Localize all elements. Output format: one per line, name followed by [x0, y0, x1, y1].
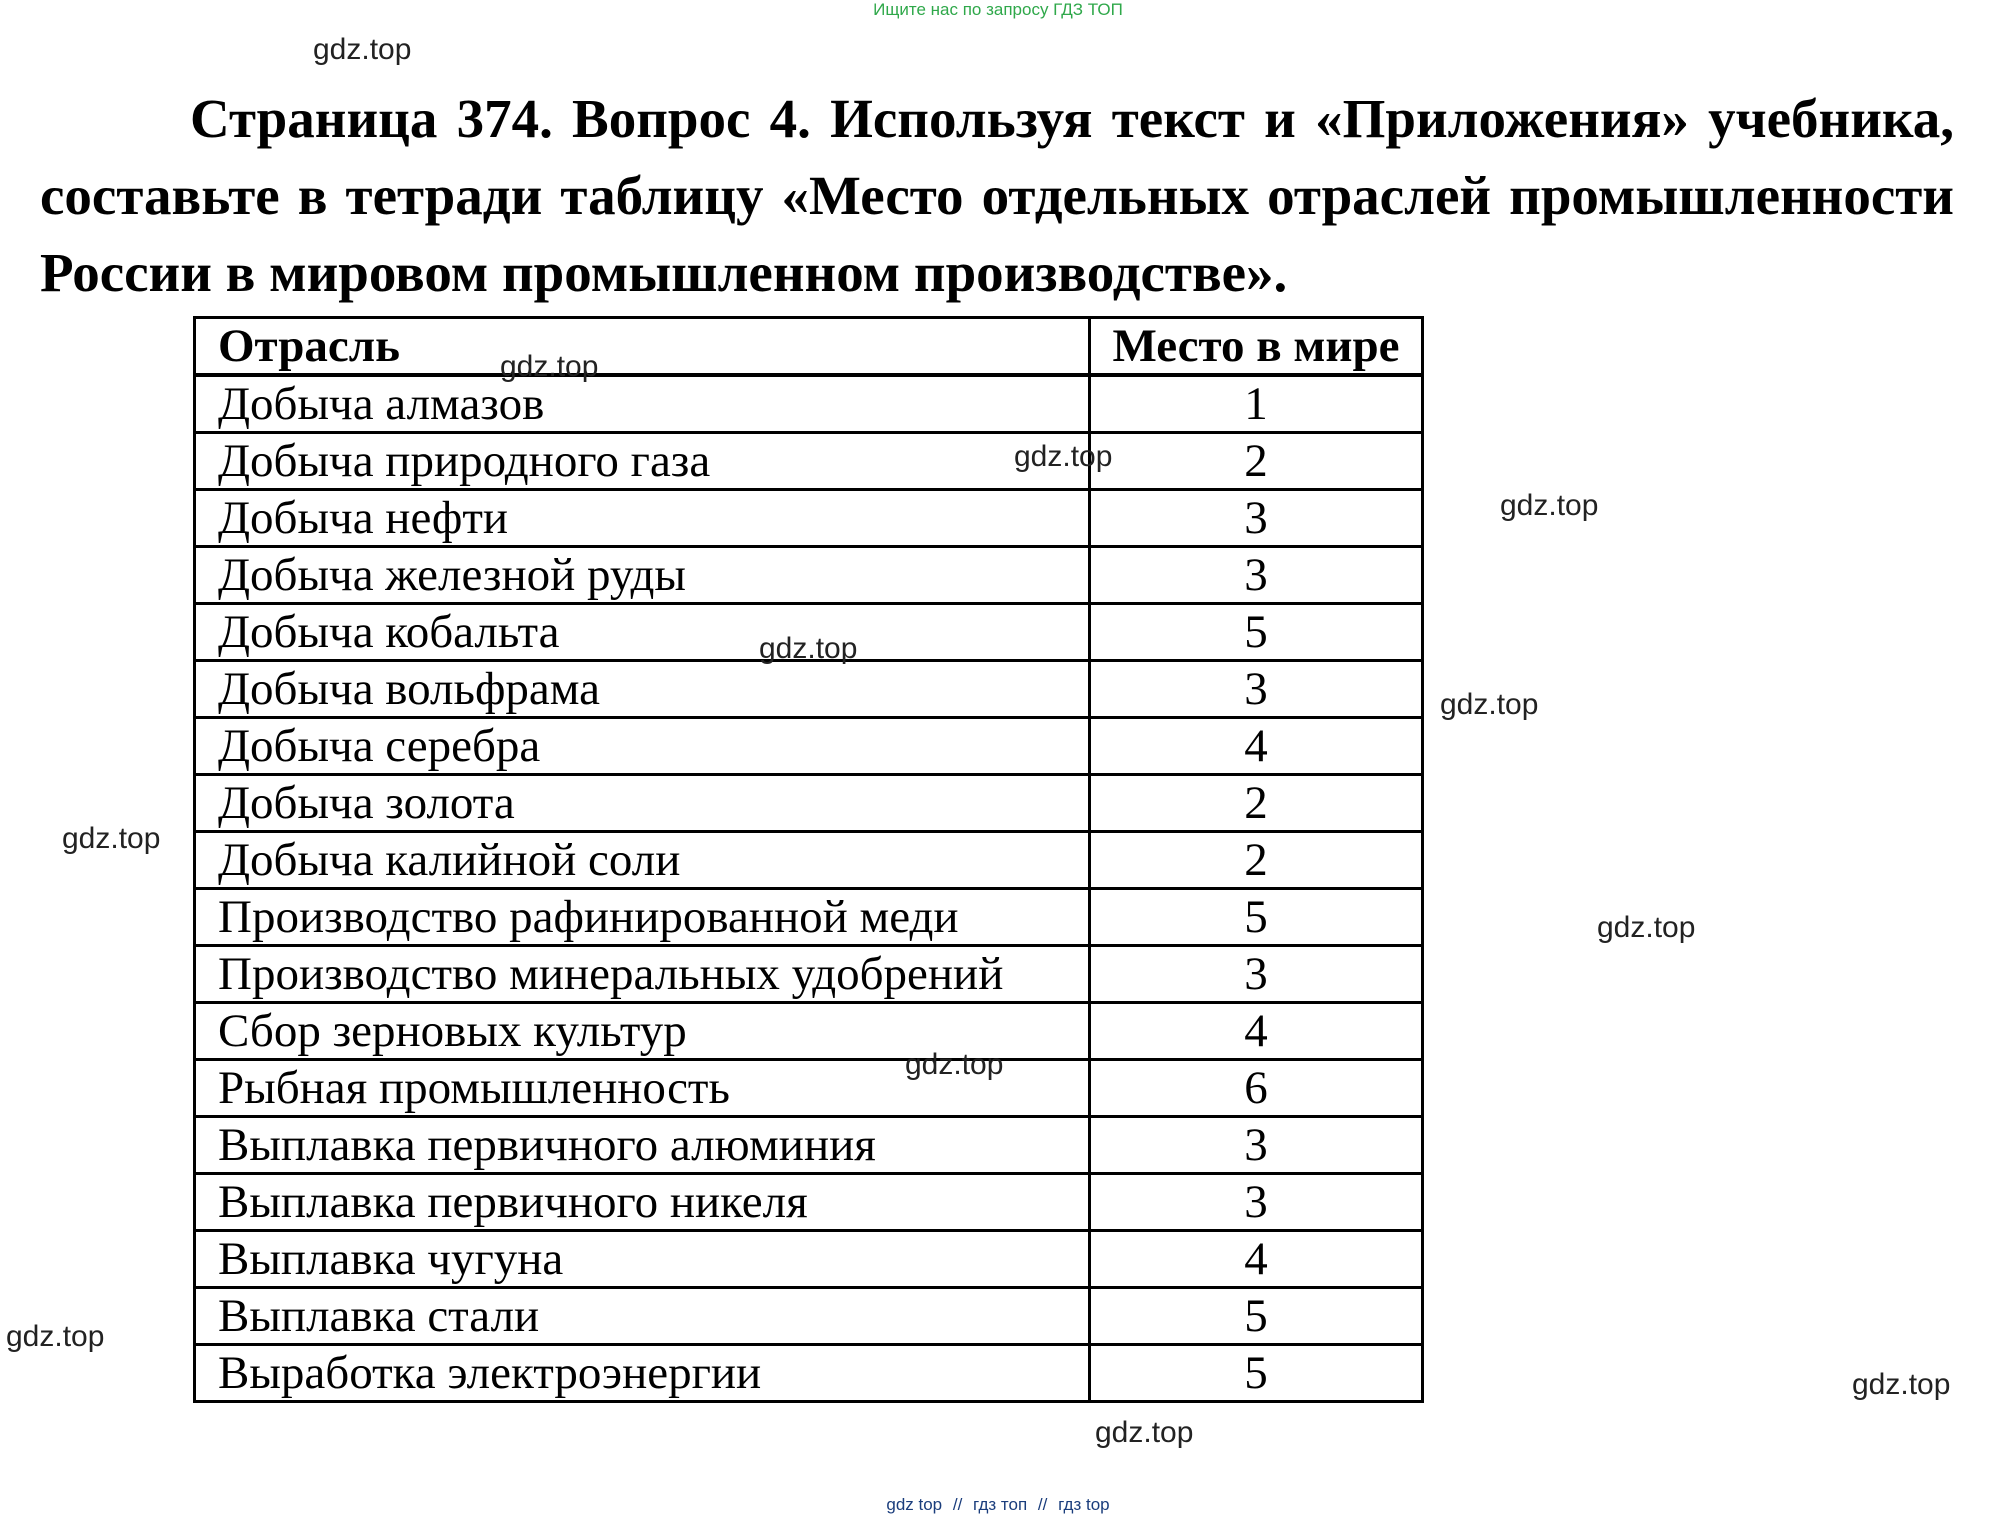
- cell-place: 2: [1090, 832, 1423, 889]
- table-row: [195, 718, 1423, 775]
- cell-industry: Добыча вольфрама: [195, 661, 1090, 718]
- watermark: gdz.top: [1852, 1368, 1951, 1401]
- question-text: Страница 374. Вопрос 4. Используя текст и «Приложения» учебника, составьте в тетради таблицу «Место отдельных отраслей промышленности России в мировом промышленном производстве».: [40, 88, 1954, 303]
- table-row: [195, 1231, 1423, 1288]
- table-row: [195, 1345, 1423, 1402]
- cell-industry: Выплавка стали: [195, 1288, 1090, 1345]
- table-row: [195, 661, 1423, 718]
- cell-place: 1: [1090, 375, 1423, 433]
- watermark: gdz.top: [1440, 688, 1539, 721]
- bottom-link[interactable]: гдз топ: [973, 1495, 1028, 1514]
- cell-place: 5: [1090, 889, 1423, 946]
- link-separator: //: [1037, 1495, 1048, 1514]
- header-place: Место в мире: [1090, 318, 1423, 376]
- table-row: [195, 832, 1423, 889]
- cell-industry: Добыча серебра: [195, 718, 1090, 775]
- watermark: gdz.top: [500, 350, 599, 383]
- cell-industry: Производство рафинированной меди: [195, 889, 1090, 946]
- table-row: [195, 490, 1423, 547]
- cell-industry: Выработка электроэнергии: [195, 1345, 1090, 1402]
- cell-place: 4: [1090, 718, 1423, 775]
- cell-place: 3: [1090, 1174, 1423, 1231]
- watermark: gdz.top: [1014, 440, 1113, 473]
- cell-industry: Добыча золота: [195, 775, 1090, 832]
- table-row: [195, 433, 1423, 490]
- top-banner[interactable]: Ищите нас по запросу ГДЗ ТОП: [873, 0, 1123, 19]
- bottom-links: [0, 1495, 1996, 1515]
- table-row: [195, 775, 1423, 832]
- cell-place: 5: [1090, 1345, 1423, 1402]
- table-body: [195, 375, 1423, 1402]
- cell-place: 3: [1090, 946, 1423, 1003]
- watermark: gdz.top: [1500, 489, 1599, 522]
- table-header-row: [195, 318, 1423, 376]
- cell-industry: Добыча кобальта: [195, 604, 1090, 661]
- watermark: gdz.top: [759, 632, 858, 665]
- cell-industry: Рыбная промышленность: [195, 1060, 1090, 1117]
- cell-place: 3: [1090, 1117, 1423, 1174]
- watermark: gdz.top: [62, 822, 161, 855]
- cell-industry: Производство минеральных удобрений: [195, 946, 1090, 1003]
- cell-place: 4: [1090, 1231, 1423, 1288]
- table-row: [195, 1003, 1423, 1060]
- table-row: [195, 1288, 1423, 1345]
- cell-industry: Добыча природного газа: [195, 433, 1090, 490]
- cell-industry: Выплавка первичного никеля: [195, 1174, 1090, 1231]
- cell-place: 3: [1090, 661, 1423, 718]
- watermark: gdz.top: [1095, 1416, 1194, 1449]
- cell-industry: Выплавка первичного алюминия: [195, 1117, 1090, 1174]
- table-row: [195, 946, 1423, 1003]
- table-row: [195, 375, 1423, 433]
- table-row: [195, 1117, 1423, 1174]
- table-row: [195, 889, 1423, 946]
- watermark: gdz.top: [1597, 911, 1696, 944]
- industry-table: [193, 316, 1424, 1403]
- cell-place: 2: [1090, 433, 1423, 490]
- table-row: [195, 1060, 1423, 1117]
- link-separator: //: [952, 1495, 963, 1514]
- cell-place: 5: [1090, 604, 1423, 661]
- bottom-link[interactable]: gdz top: [886, 1495, 943, 1514]
- table-row: [195, 547, 1423, 604]
- cell-industry: Сбор зерновых культур: [195, 1003, 1090, 1060]
- cell-industry: Добыча калийной соли: [195, 832, 1090, 889]
- cell-place: 3: [1090, 490, 1423, 547]
- cell-place: 5: [1090, 1288, 1423, 1345]
- cell-place: 3: [1090, 547, 1423, 604]
- header-industry: Отрасль: [195, 318, 1090, 376]
- cell-industry: Добыча алмазов: [195, 375, 1090, 433]
- watermark: gdz.top: [905, 1048, 1004, 1081]
- cell-industry: Добыча нефти: [195, 490, 1090, 547]
- watermark: gdz.top: [6, 1320, 105, 1353]
- cell-place: 4: [1090, 1003, 1423, 1060]
- cell-place: 6: [1090, 1060, 1423, 1117]
- cell-place: 2: [1090, 775, 1423, 832]
- bottom-link[interactable]: гдз top: [1058, 1495, 1110, 1514]
- table-row: [195, 1174, 1423, 1231]
- cell-industry: Добыча железной руды: [195, 547, 1090, 604]
- watermark: gdz.top: [313, 33, 412, 66]
- cell-industry: Выплавка чугуна: [195, 1231, 1090, 1288]
